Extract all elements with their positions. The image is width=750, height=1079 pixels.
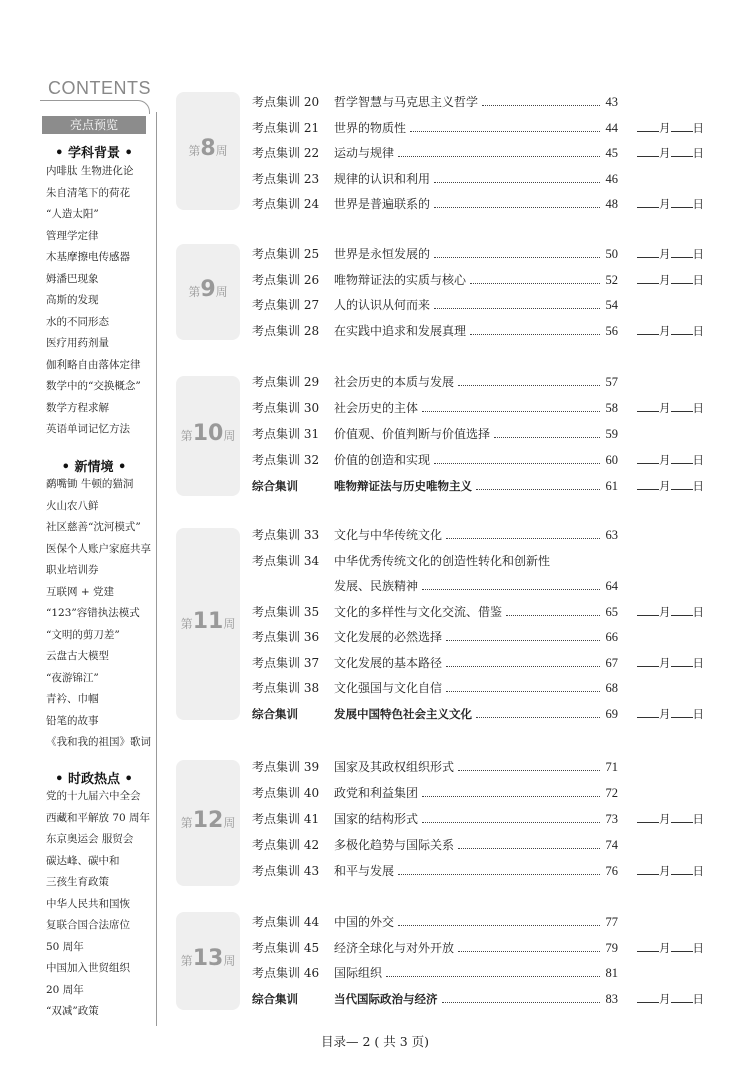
section-title-new-context: • 新情境 •	[61, 460, 127, 475]
entry-code: 考点集训 27	[252, 298, 320, 312]
day-blank[interactable]	[671, 604, 693, 616]
day-label: 日	[692, 120, 704, 135]
day-blank[interactable]	[671, 120, 693, 132]
day-blank[interactable]	[671, 478, 693, 490]
entry-title: 世界的物质性	[334, 120, 407, 135]
entry-title: 中华优秀传统文化的创造性转化和创新性	[334, 553, 551, 568]
page-number: 67	[605, 655, 618, 670]
entry-code: 考点集训 28	[252, 323, 320, 338]
entry-code: 考点集训 26	[252, 272, 320, 287]
leader-dots	[446, 679, 600, 692]
leader-dots	[422, 577, 600, 590]
page-number: 73	[605, 812, 618, 826]
week-suffix: 周	[223, 954, 236, 968]
day-blank[interactable]	[671, 400, 693, 412]
date-blank[interactable]	[637, 477, 704, 495]
leader-dots	[470, 322, 600, 335]
entry-title: 多极化趋势与国际关系	[334, 838, 455, 852]
leader-dots	[434, 170, 600, 183]
entry-code: 考点集训 46	[252, 966, 320, 981]
entry-code: 综合集训	[252, 992, 298, 1007]
week-num: 11	[192, 609, 224, 634]
date-blank[interactable]	[637, 399, 704, 417]
current-affairs-list	[46, 786, 150, 1023]
day-blank[interactable]	[671, 452, 693, 464]
week-suffix: 周	[215, 285, 228, 299]
sidebar-list-item: 《我和我的祖国》歌词	[46, 736, 151, 748]
contents-divider	[40, 100, 150, 114]
entry-title: 国家的结构形式	[334, 812, 419, 826]
leader-dots	[446, 628, 600, 641]
leader-dots	[398, 144, 600, 157]
month-blank[interactable]	[637, 196, 659, 208]
day-blank[interactable]	[671, 196, 693, 208]
leader-dots	[494, 425, 600, 438]
page-number: 58	[605, 401, 618, 415]
page-number: 52	[605, 272, 618, 287]
day-label: 日	[692, 940, 704, 955]
month-blank[interactable]	[637, 655, 659, 667]
sidebar-list-item: “123”容错执法模式	[46, 607, 140, 619]
entry-code: 考点集训 39	[252, 760, 320, 774]
sidebar-list-item: 英语单词记忆方法	[46, 423, 130, 435]
entry-code: 考点集训 45	[252, 940, 320, 955]
day-label: 日	[692, 864, 704, 878]
month-label: 月	[659, 604, 671, 619]
leader-dots	[422, 810, 600, 823]
day-label: 日	[692, 323, 704, 338]
week-label	[176, 609, 240, 634]
week-prefix: 第	[188, 285, 201, 299]
month-blank[interactable]	[637, 452, 659, 464]
month-label: 月	[659, 655, 671, 670]
sidebar-list-item: 中国加入世贸组织	[46, 962, 130, 974]
sidebar-list-item: 复联合国合法席位	[46, 919, 130, 931]
week-block	[176, 760, 240, 886]
day-label: 日	[692, 146, 704, 160]
page-number: 45	[605, 146, 618, 160]
month-label: 月	[659, 940, 671, 955]
entry-code: 考点集训 32	[252, 453, 320, 467]
sidebar-list-item: 内啡肽 生物进化论	[46, 165, 134, 177]
leader-dots	[458, 939, 600, 952]
entry-title: 社会历史的本质与发展	[334, 375, 455, 389]
week-label	[176, 136, 240, 161]
page-number: 56	[605, 323, 618, 338]
entry-title: 世界是永恒发展的	[334, 247, 431, 261]
leader-dots	[458, 836, 600, 849]
date-blank[interactable]	[637, 119, 704, 137]
entry-title: 文化与中华传统文化	[334, 528, 443, 542]
sidebar-rule	[156, 112, 157, 1026]
week-num: 13	[192, 946, 224, 971]
entry-title: 国家及其政权组织形式	[334, 760, 455, 774]
entry-code: 考点集训 38	[252, 681, 320, 695]
entry-title: 运动与规律	[334, 146, 395, 160]
sidebar-list-item: 三孩生育政策	[46, 876, 109, 888]
leader-dots	[442, 990, 601, 1003]
leader-dots	[506, 603, 600, 616]
entry-code: 考点集训 42	[252, 838, 320, 852]
day-blank[interactable]	[671, 246, 693, 258]
entry-code: 考点集训 44	[252, 915, 320, 929]
page-number: 81	[605, 966, 618, 981]
leader-dots	[410, 119, 600, 132]
entry-title: 世界是普遍联系的	[334, 197, 431, 211]
day-blank[interactable]	[671, 811, 693, 823]
entry-title: 政党和利益集团	[334, 786, 419, 800]
entry-code: 考点集训 36	[252, 630, 320, 644]
leader-dots	[446, 654, 600, 667]
day-blank[interactable]	[671, 655, 693, 667]
entry-title: 和平与发展	[334, 864, 395, 878]
leader-dots	[422, 399, 600, 412]
week-num: 8	[200, 136, 216, 161]
page-number: 79	[605, 940, 618, 955]
entry-code: 考点集训 29	[252, 375, 320, 389]
day-blank[interactable]	[671, 145, 693, 157]
leader-dots	[482, 93, 600, 106]
page-number: 65	[605, 604, 618, 619]
entry-title: 发展中国特色社会主义文化	[334, 706, 472, 721]
month-label: 月	[659, 864, 671, 878]
sidebar-list-item: 社区慈善“沈河模式”	[46, 521, 141, 533]
leader-dots	[434, 296, 600, 309]
page-number: 50	[605, 247, 618, 261]
month-label: 月	[659, 272, 671, 287]
date-blank[interactable]	[637, 245, 704, 263]
entry-code: 考点集训 35	[252, 604, 320, 619]
date-blank[interactable]	[637, 862, 704, 880]
entry-title: 唯物辩证法的实质与核心	[334, 272, 467, 287]
month-label: 月	[659, 247, 671, 261]
page-number: 59	[605, 427, 618, 441]
month-label: 月	[659, 146, 671, 160]
date-blank[interactable]	[637, 810, 704, 828]
week-block	[176, 528, 240, 720]
week-suffix: 周	[223, 429, 236, 443]
month-label: 月	[659, 706, 671, 721]
day-label: 日	[692, 604, 704, 619]
section-title-current-affairs: • 时政热点 •	[55, 772, 133, 787]
sidebar-list-item: 东京奥运会 服贸会	[46, 833, 134, 845]
month-label: 月	[659, 197, 671, 211]
day-label: 日	[692, 479, 704, 493]
day-blank[interactable]	[671, 706, 693, 718]
week-prefix: 第	[180, 429, 193, 443]
week-prefix: 第	[180, 954, 193, 968]
entry-title: 社会历史的主体	[334, 401, 419, 415]
week-block	[176, 376, 240, 496]
page-number: 71	[605, 760, 618, 774]
entry-code: 综合集训	[252, 479, 298, 493]
entry-code: 考点集训 30	[252, 401, 320, 415]
entry-title: 规律的认识和利用	[334, 171, 431, 186]
month-label: 月	[659, 401, 671, 415]
sidebar-list-item: “人造太阳”	[46, 208, 99, 220]
week-prefix: 第	[180, 816, 193, 830]
week-label	[176, 808, 240, 833]
entry-title: 哲学智慧与马克思主义哲学	[334, 95, 479, 109]
day-blank[interactable]	[671, 272, 693, 284]
sidebar-list-item: 木基摩擦电传感器	[46, 251, 130, 263]
week-suffix: 周	[223, 617, 236, 631]
sidebar-list-item: 高斯的发现	[46, 294, 99, 306]
sidebar-list-item: 管理学定律	[46, 229, 99, 242]
sidebar-list-item: 碳达峰、碳中和	[46, 854, 120, 867]
month-label: 月	[659, 120, 671, 135]
week-block	[176, 912, 240, 1010]
sidebar-list-item: 50 周年	[46, 940, 84, 953]
page-number: 76	[605, 864, 618, 878]
week-prefix: 第	[188, 144, 201, 158]
leader-dots	[476, 705, 600, 718]
page-number: 69	[605, 706, 618, 721]
month-label: 月	[659, 479, 671, 493]
leader-dots	[476, 477, 600, 490]
page-number: 46	[605, 171, 618, 186]
sidebar-list-item: 水的不同形态	[46, 315, 109, 328]
sidebar-list-item: 朱自清笔下的荷花	[46, 186, 130, 199]
month-blank[interactable]	[637, 145, 659, 157]
page-number: 61	[605, 479, 618, 493]
entry-code: 考点集训 23	[252, 171, 320, 186]
date-blank[interactable]	[637, 451, 704, 469]
sidebar-list-item: 数学方程求解	[46, 401, 109, 414]
sidebar-list-item: 医疗用药剂量	[46, 337, 109, 349]
week-suffix: 周	[215, 144, 228, 158]
page-number: 66	[605, 630, 618, 644]
month-label: 月	[659, 812, 671, 826]
month-blank[interactable]	[637, 120, 659, 132]
day-blank[interactable]	[671, 940, 693, 952]
entry-title: 文化强国与文化自信	[334, 681, 443, 695]
page-number: 74	[605, 838, 618, 852]
day-label: 日	[692, 197, 704, 211]
date-blank[interactable]	[637, 322, 704, 340]
week-suffix: 周	[223, 816, 236, 830]
leader-dots	[470, 271, 600, 284]
month-blank[interactable]	[637, 811, 659, 823]
sidebar-list-item: 职业培训券	[46, 564, 99, 576]
day-label: 日	[692, 812, 704, 826]
entry-title: 发展、民族精神	[334, 579, 419, 593]
sidebar-list-item: “文明的剪刀差”	[46, 628, 120, 641]
sidebar-list-item: 党的十九届六中全会	[46, 790, 141, 802]
sidebar-list-item: 西藏和平解放 70 周年	[46, 811, 151, 824]
page-footer: 目录— 2 ( 共 3 页)	[320, 1034, 430, 1049]
highlights-badge: 亮点预览	[42, 116, 146, 134]
leader-dots	[458, 758, 600, 771]
month-blank[interactable]	[637, 604, 659, 616]
week-block	[176, 92, 240, 210]
day-label: 日	[692, 401, 704, 415]
contents-title: CONTENTS	[48, 78, 151, 98]
page-number: 57	[605, 375, 618, 389]
entry-title: 国际组织	[334, 966, 383, 981]
week-block	[176, 244, 240, 340]
sidebar-list-item: 云盘古大模型	[46, 650, 109, 662]
entry-title: 价值的创造和实现	[334, 453, 431, 467]
day-label: 日	[692, 453, 704, 467]
sidebar-list-item: 互联网 + 党建	[46, 585, 114, 598]
month-blank[interactable]	[637, 991, 659, 1003]
day-label: 日	[692, 992, 704, 1007]
entry-code: 考点集训 24	[252, 197, 320, 211]
leader-dots	[386, 964, 600, 977]
month-label: 月	[659, 992, 671, 1007]
leader-dots	[446, 526, 600, 539]
leader-dots	[434, 245, 600, 258]
day-label: 日	[692, 706, 704, 721]
entry-title: 文化发展的必然选择	[334, 630, 443, 644]
month-blank[interactable]	[637, 246, 659, 258]
page-number: 43	[605, 95, 618, 109]
month-blank[interactable]	[637, 272, 659, 284]
entry-code: 考点集训 43	[252, 864, 320, 878]
entry-code: 考点集训 40	[252, 786, 320, 800]
entry-title: 文化发展的基本路径	[334, 655, 443, 670]
leader-dots	[434, 451, 600, 464]
sidebar-list-item: 铅笔的故事	[46, 714, 99, 727]
date-blank[interactable]	[637, 705, 704, 723]
month-blank[interactable]	[637, 940, 659, 952]
entry-title: 中国的外交	[334, 915, 395, 929]
sidebar-list-item: 姆潘巴现象	[46, 272, 99, 285]
sidebar-list-item: 鹬嘴锄 牛顿的猫洞	[46, 478, 134, 490]
entry-title: 当代国际政治与经济	[334, 992, 438, 1007]
month-blank[interactable]	[637, 400, 659, 412]
entry-title: 文化的多样性与文化交流、借鉴	[334, 604, 503, 619]
sidebar-list-item: 医保个人账户家庭共享	[46, 542, 151, 555]
month-blank[interactable]	[637, 863, 659, 875]
month-blank[interactable]	[637, 706, 659, 718]
month-label: 月	[659, 453, 671, 467]
day-label: 日	[692, 655, 704, 670]
sidebar-list-item: “夜游锦江”	[46, 671, 99, 684]
entry-code: 考点集训 21	[252, 120, 320, 135]
date-blank[interactable]	[637, 990, 704, 1008]
section-title-subject-background: • 学科背景 •	[55, 146, 133, 161]
week-label	[176, 946, 240, 971]
day-label: 日	[692, 272, 704, 287]
week-num: 9	[200, 277, 216, 302]
leader-dots	[458, 373, 600, 386]
entry-code: 考点集训 22	[252, 146, 320, 160]
month-label: 月	[659, 323, 671, 338]
entry-code: 考点集训 41	[252, 812, 320, 826]
day-blank[interactable]	[671, 323, 693, 335]
entry-title: 经济全球化与对外开放	[334, 940, 455, 955]
page-number: 48	[605, 197, 618, 211]
entry-code: 综合集训	[252, 706, 298, 721]
week-label	[176, 277, 240, 302]
date-blank[interactable]	[637, 144, 704, 162]
page-number: 60	[605, 453, 618, 467]
sidebar-list-item: 伽利略自由落体定律	[46, 358, 141, 371]
entry-code: 考点集训 31	[252, 427, 320, 441]
month-blank[interactable]	[637, 478, 659, 490]
week-prefix: 第	[180, 617, 193, 631]
subject-background-list	[46, 161, 141, 441]
day-blank[interactable]	[671, 863, 693, 875]
page-number: 68	[605, 681, 618, 695]
sidebar-list-item: “双减”政策	[46, 1005, 99, 1017]
page-number: 83	[605, 992, 618, 1007]
week-num: 10	[192, 421, 224, 446]
month-blank[interactable]	[637, 323, 659, 335]
entry-code: 考点集训 20	[252, 95, 320, 109]
entry-code: 考点集训 37	[252, 655, 320, 670]
entry-title: 人的认识从何而来	[334, 298, 431, 312]
page-number: 54	[605, 298, 618, 312]
date-blank[interactable]	[637, 195, 704, 213]
leader-dots	[398, 862, 600, 875]
page-number: 64	[605, 579, 618, 593]
entry-code: 考点集训 25	[252, 247, 320, 261]
date-blank[interactable]	[637, 939, 704, 957]
entry-title: 唯物辩证法与历史唯物主义	[334, 479, 472, 493]
page-number: 63	[605, 528, 618, 542]
day-label: 日	[692, 247, 704, 261]
page-number: 77	[605, 915, 618, 929]
leader-dots	[422, 784, 600, 797]
entry-code: 考点集训 33	[252, 528, 320, 542]
page-number: 44	[605, 120, 618, 135]
leader-dots	[434, 195, 600, 208]
week-num: 12	[192, 808, 224, 833]
sidebar-list-item: 数学中的“交换概念”	[46, 380, 141, 392]
leader-dots	[398, 913, 600, 926]
day-blank[interactable]	[671, 991, 693, 1003]
sidebar-list-item: 20 周年	[46, 983, 84, 996]
page-number: 72	[605, 786, 618, 800]
sidebar-list-item: 中华人民共和国恢	[46, 897, 130, 910]
new-context-list	[46, 474, 151, 754]
date-blank[interactable]	[637, 603, 704, 621]
entry-title: 价值观、价值判断与价值选择	[334, 427, 491, 441]
sidebar-list-item: 青衿、巾帼	[46, 693, 99, 705]
entry-title: 在实践中追求和发展真理	[334, 323, 467, 338]
week-label	[176, 421, 240, 446]
date-blank[interactable]	[637, 271, 704, 289]
entry-code: 考点集训 34	[252, 553, 320, 568]
sidebar-list-item: 火山农八鲜	[46, 499, 99, 512]
date-blank[interactable]	[637, 654, 704, 672]
